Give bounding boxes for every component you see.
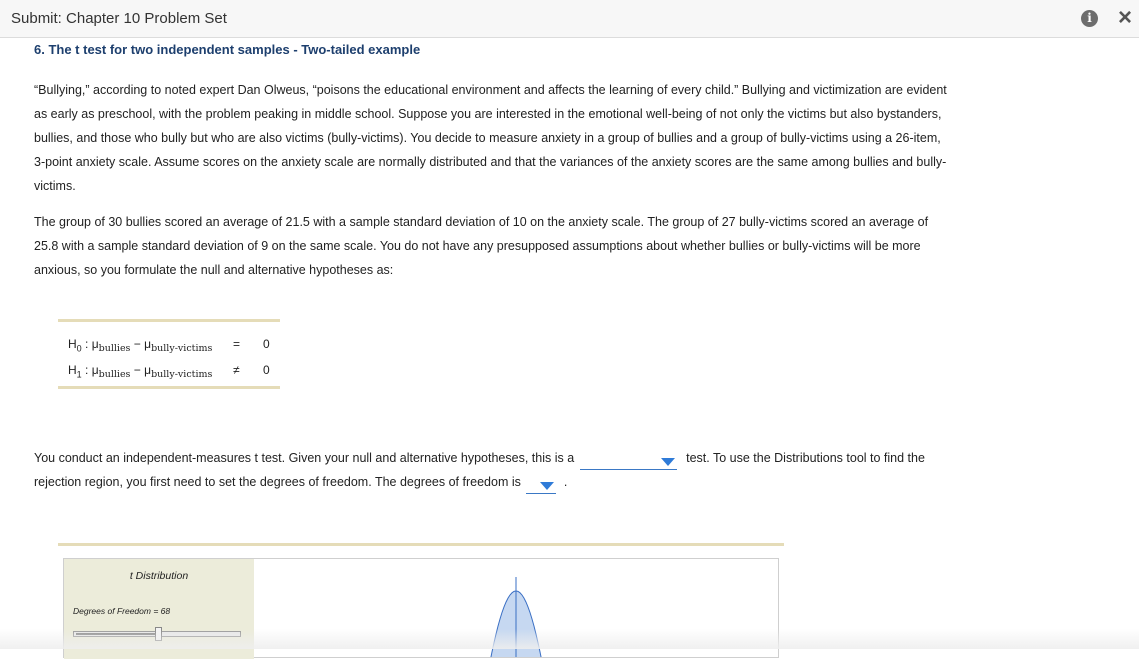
tool-title: t Distribution bbox=[129, 570, 189, 582]
mu-bullies: $\mu_{bullies}$ bbox=[91, 363, 131, 380]
problem-paragraph-1: “Bullying,” according to noted expert Dan Olweus, “poisons the educational environment and affects the learning of every child.” Bullying and victimization are evident as early as preschool, with the problem peaking in middle school. Suppose you are interested in the emotional well-being of not only the victims but also bystanders, bullies, and those who bully but who are also victims (bully-victims). You decide to measure anxiety in a group of bullies and a group of bully-victims using a 26-item, 3-point anxiety scale. Assume scores on the anxiety scale are normally distributed and that the variances of the anxiety scores are the same among bullies and bully-victims. bbox=[34, 83, 947, 193]
alternative-hypothesis-row bbox=[68, 363, 270, 380]
mu-bully-victims: $\mu_{bully-victims}$ bbox=[144, 363, 213, 380]
not-equals-operator: ≠ bbox=[233, 363, 240, 377]
tool-divider bbox=[58, 543, 784, 546]
bottom-fade bbox=[0, 629, 1139, 649]
problem-paragraph-2: The group of 30 bullies scored an average of 21.5 with a sample standard deviation of 10 on the anxiety scale. The group of 27 bully-victims scored an average of 25.8 with a sample standard deviation of 9 on the same scale. You do not have any presupposed assumptions about whether bullies or bully-victims will be more anxious, so you formulate the null and alternative hypotheses as: bbox=[34, 215, 929, 277]
h0-label: $H_0$ : bbox=[68, 337, 89, 354]
question-text bbox=[34, 446, 954, 494]
mu-bully-victims: $\mu_{bully-victims}$ bbox=[144, 337, 213, 354]
equals-operator: = bbox=[233, 337, 241, 351]
h0-value: 0 bbox=[263, 337, 270, 351]
chevron-down-icon bbox=[661, 458, 675, 466]
hypotheses-table bbox=[58, 319, 280, 389]
info-icon[interactable]: i bbox=[1081, 10, 1098, 27]
df-label: Degrees of Freedom = 68 bbox=[73, 606, 171, 616]
chevron-down-icon bbox=[540, 482, 554, 490]
minus-sign: − bbox=[133, 363, 141, 377]
title-bar bbox=[0, 0, 1139, 38]
question-part-1: You conduct an independent-measures t test. Given your null and alternative hypotheses, this is a bbox=[34, 451, 575, 465]
question-part-3: . bbox=[563, 475, 568, 489]
problem-heading: 6. The t test for two independent samples - Two-tailed example bbox=[34, 42, 421, 57]
h1-value: 0 bbox=[263, 363, 270, 377]
h1-label: $H_1$ : bbox=[68, 363, 89, 380]
degrees-of-freedom-dropdown[interactable] bbox=[526, 477, 556, 494]
minus-sign: − bbox=[133, 337, 141, 351]
mu-bullies: $\mu_{bullies}$ bbox=[91, 337, 131, 354]
null-hypothesis-row bbox=[68, 337, 270, 354]
test-type-dropdown[interactable] bbox=[580, 453, 677, 470]
question-part-2: test. To use the Distributions tool to find the rejection region, you first need to set the degrees of freedom. The degrees of freedom is bbox=[34, 451, 925, 489]
close-icon[interactable]: × bbox=[1118, 4, 1133, 31]
window-title: Submit: Chapter 10 Problem Set bbox=[11, 10, 227, 27]
